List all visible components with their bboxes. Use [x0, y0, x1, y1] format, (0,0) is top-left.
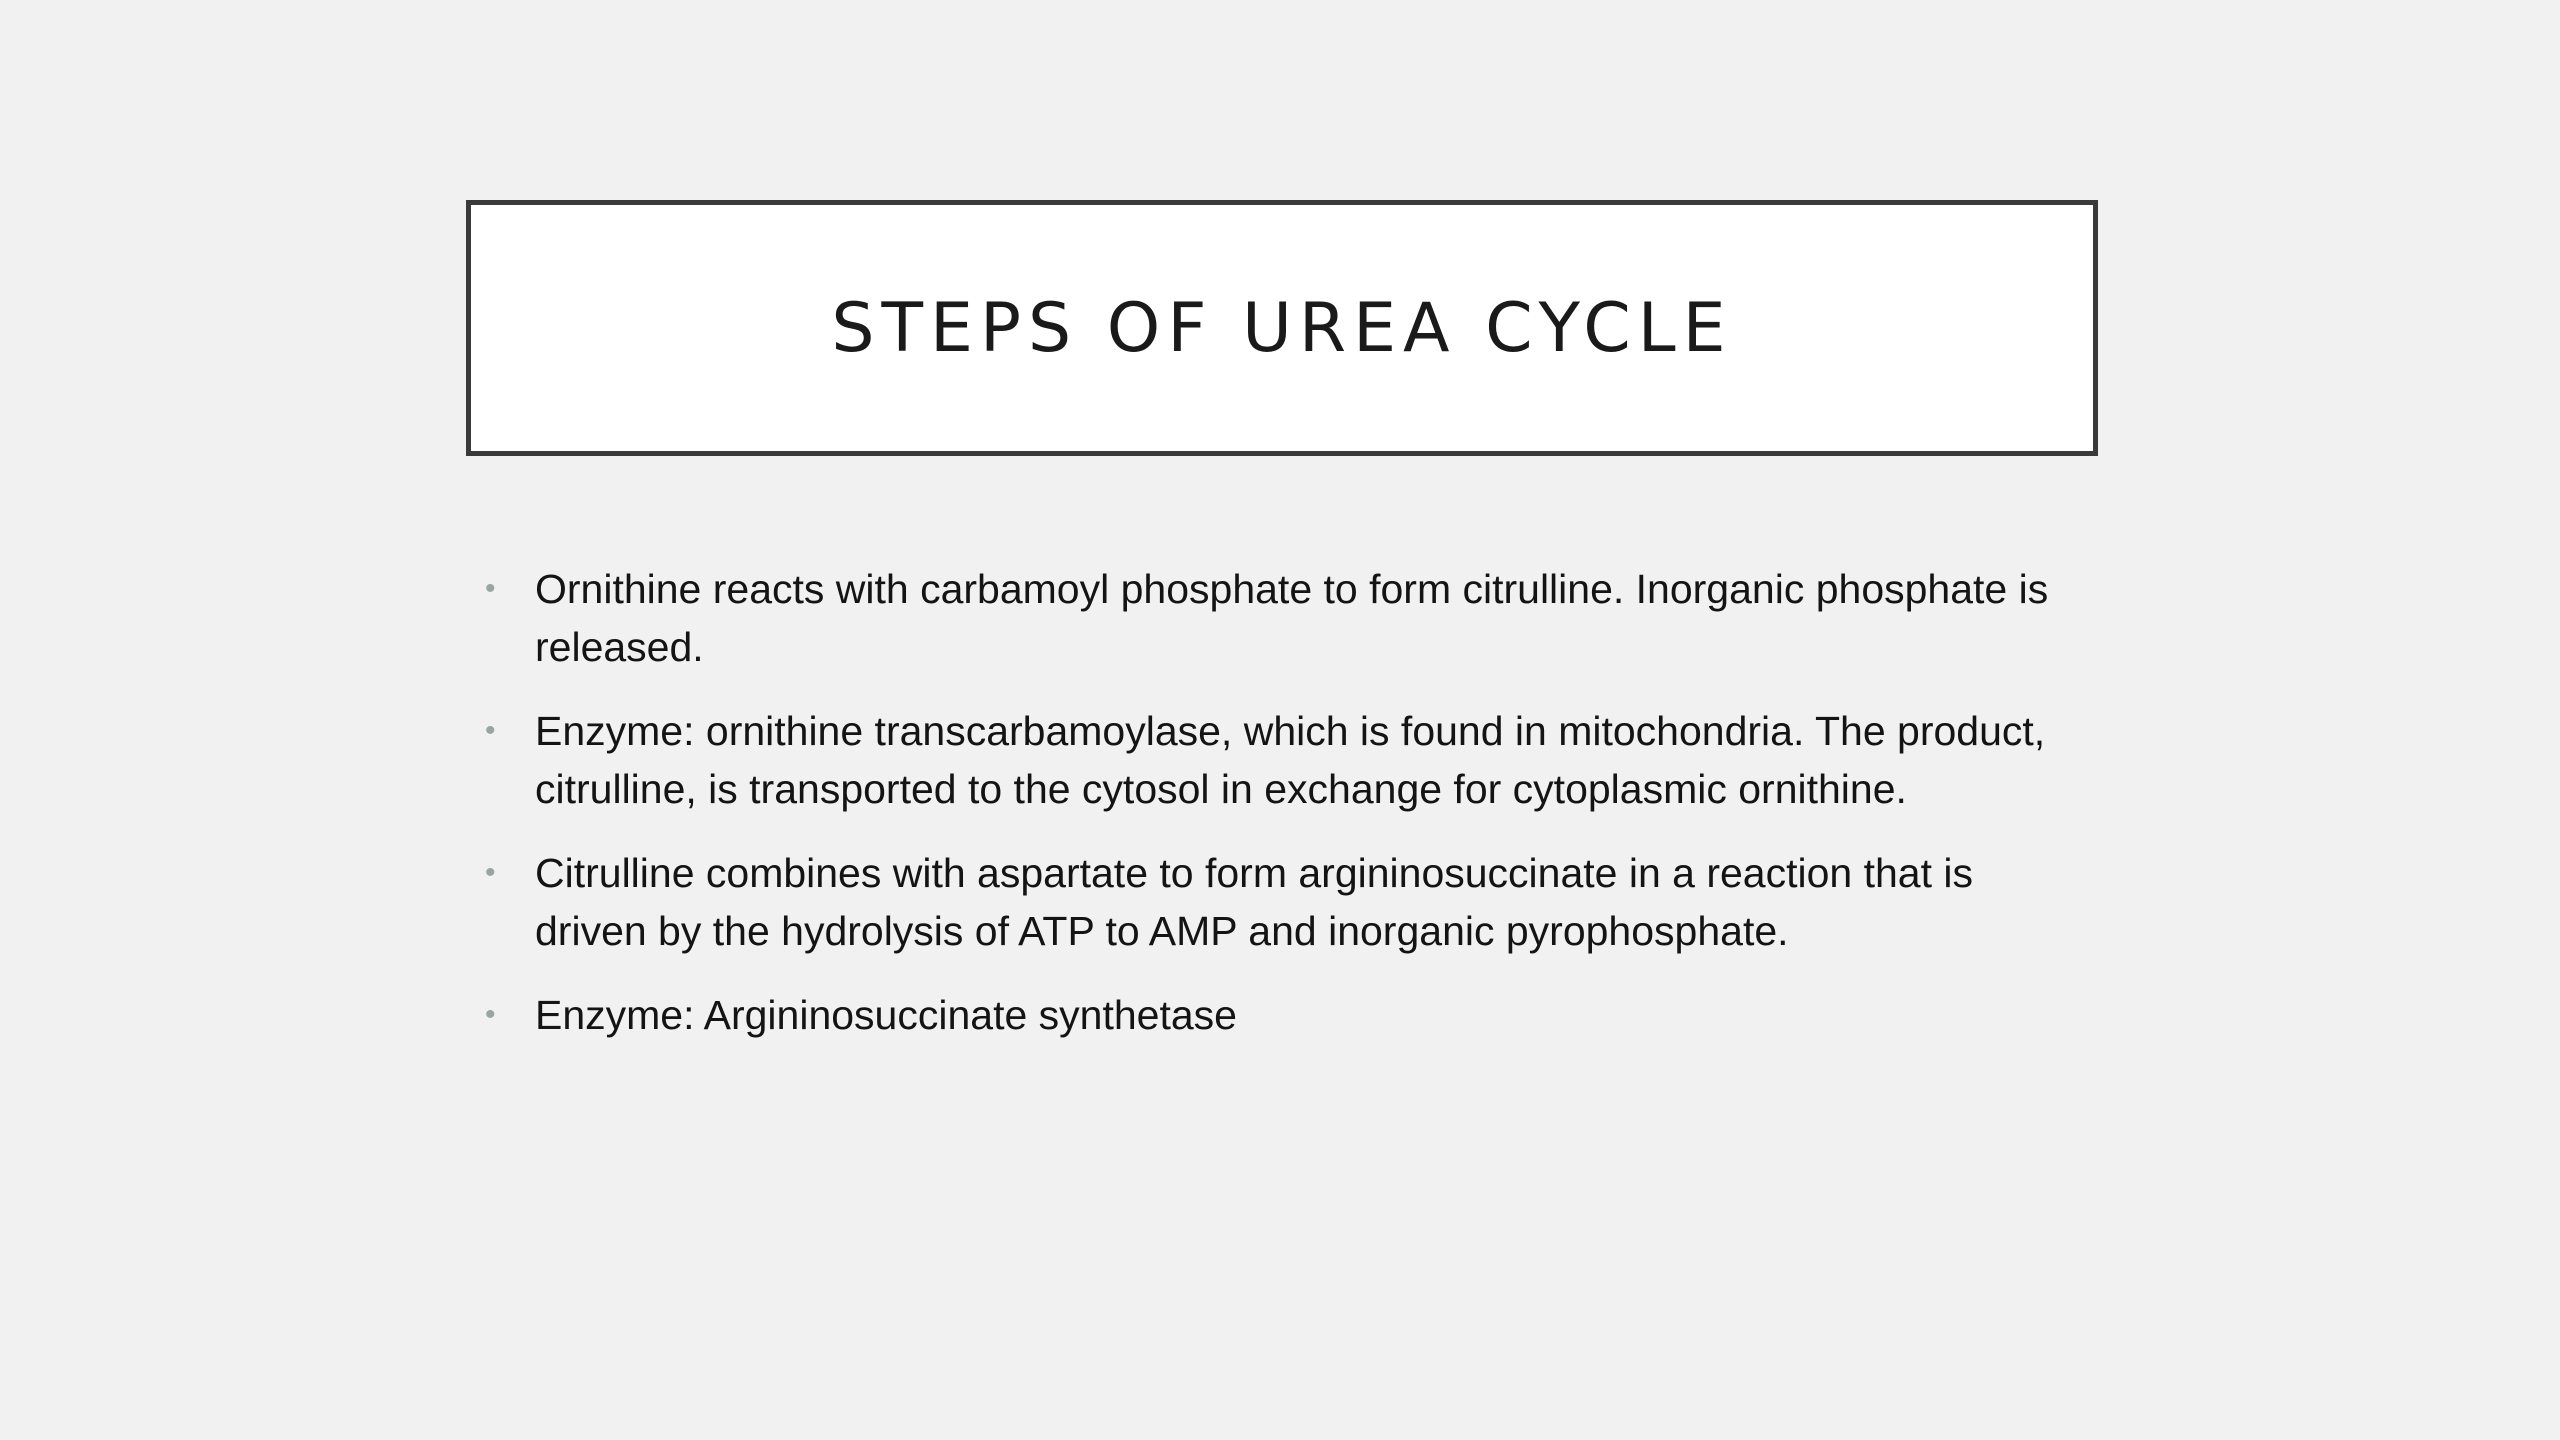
slide-title: STEPS OF UREA CYCLE [831, 288, 1733, 368]
bullet-marker-icon: • [485, 714, 496, 747]
bullet-text: Enzyme: ornithine transcarbamoylase, which is found in mitochondria. The product, citrulline, is transported to the cytosol in exchange for cytoplasmic ornithine. [535, 708, 2046, 812]
bullet-marker-icon: • [485, 572, 496, 605]
bullet-item [485, 560, 2095, 676]
bullet-marker-icon: • [485, 998, 496, 1031]
bullet-text: Enzyme: Argininosuccinate synthetase [535, 992, 1237, 1038]
bullet-marker-icon: • [485, 856, 496, 889]
bullet-text: Citrulline combines with aspartate to form argininosuccinate in a reaction that is driven by the hydrolysis of ATP to AMP and inorganic pyrophosphate. [535, 850, 1973, 954]
bullet-item [485, 844, 2095, 960]
bullet-list [485, 560, 2095, 1070]
title-box [466, 200, 2098, 456]
bullet-text: Ornithine reacts with carbamoyl phosphate to form citrulline. Inorganic phosphate is released. [535, 566, 2049, 670]
bullet-item [485, 986, 2095, 1044]
bullet-item [485, 702, 2095, 818]
